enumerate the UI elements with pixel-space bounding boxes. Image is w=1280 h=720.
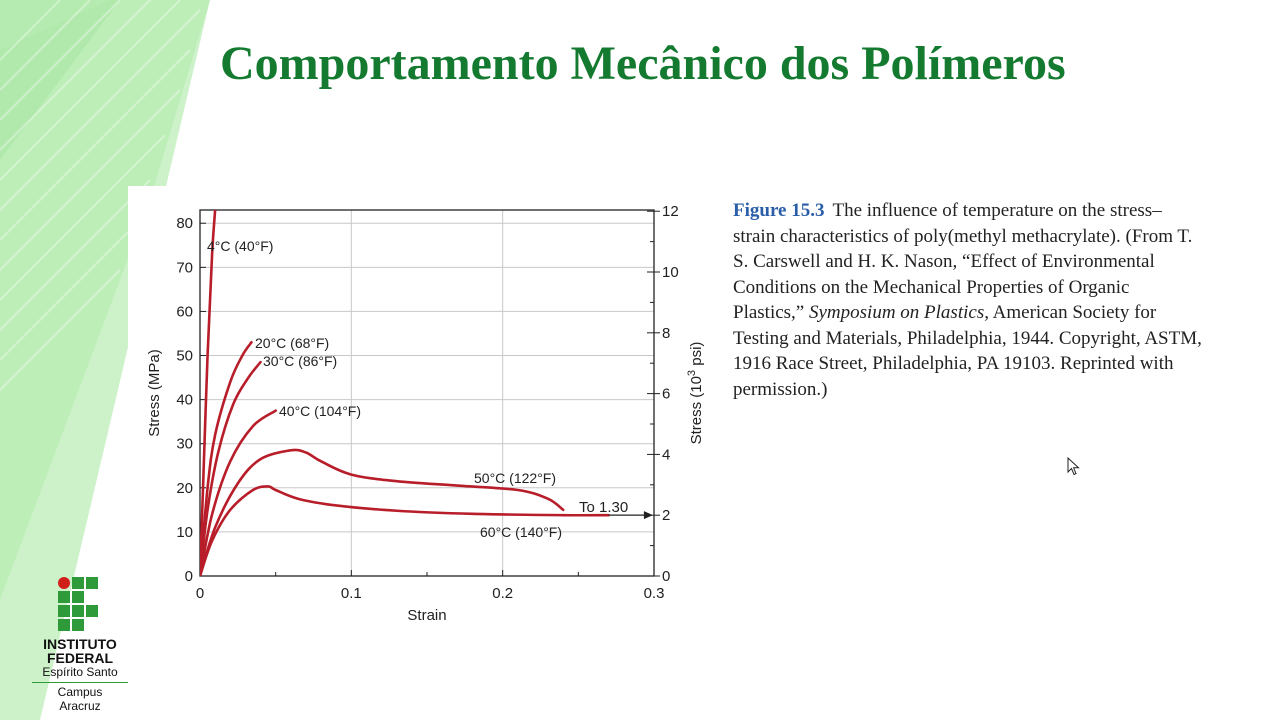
y-tick-label: 20 [176,479,193,497]
curve-series-5 [200,450,563,576]
y2-tick-label: 8 [662,324,671,342]
logo-line-3: Espírito Santo [42,665,118,679]
logo-line-2: FEDERAL [46,650,114,666]
y2-tick-label: 6 [662,385,671,403]
y-tick-label: 0 [184,568,193,585]
y-tick-label: 60 [176,303,193,321]
figure-label: Figure 15.3 [733,200,825,221]
y2-tick-label: 10 [662,264,679,282]
y2-tick-label: 12 [662,203,679,221]
series-label: 60°C (140°F) [480,524,563,540]
y2-tick-label: 2 [662,507,671,525]
x-tick-label: 0.1 [340,585,362,602]
x-tick-label: 0 [195,585,205,602]
series-label: 30°C (86°F) [263,353,338,369]
arrow-head-icon [644,511,653,519]
annotation-label: To 1.30 [579,499,629,516]
logo-icon [58,577,98,633]
y-tick-label: 10 [176,523,193,541]
curve-series-1 [200,210,215,576]
y2-tick-label: 4 [662,446,671,464]
x-axis-label: Strain [407,607,447,624]
caption-italic: Symposium on Plastics, [809,302,989,323]
y-axis-label: Stress (MPa) [146,349,163,437]
logo-divider [32,682,128,683]
y-tick-label: 50 [176,347,193,365]
y2-axis-label: Stress ($10^3$ psi) [686,341,705,445]
y-tick-label: 80 [176,215,193,233]
y-tick-label: 40 [176,391,193,409]
series-label: 4°C (40°F) [207,238,274,254]
mouse-cursor-icon [1067,457,1081,477]
y-tick-label: 70 [176,259,193,277]
slide-title: Comportamento Mecânico dos Polímeros [220,37,1066,90]
stress-strain-chart [128,186,728,636]
series-label: 20°C (68°F) [255,335,330,351]
series-label: 40°C (104°F) [279,403,362,419]
logo-line-1: INSTITUTO [43,636,117,652]
figure-caption [733,198,1203,402]
caption-text-2: American Society for Testing and Materials, Philadelphia, 1944. Copyright, ASTM, 1916 Race Street, Philadelphia, PA 19103. Reprinted with permission.) [733,302,1202,400]
institution-logo [30,577,130,713]
campus-line-2: Aracruz [59,699,101,713]
campus-line-1: Campus [57,685,103,699]
caption-text-1: The influence of temperature on the stress–strain characteristics of poly(methyl methacrylate). (From T. S. Carswell and H. K. Nason, “Effect of Environmental Conditions on the Mechanical Properties of Organic Plastics,” [733,200,1193,323]
y-tick-label: 30 [176,435,193,453]
plot-frame [200,210,654,576]
series-label: 50°C (122°F) [474,470,557,486]
y2-tick-label: 0 [662,568,671,585]
x-tick-label: 0.3 [643,585,665,602]
x-tick-label: 0.2 [492,585,514,602]
